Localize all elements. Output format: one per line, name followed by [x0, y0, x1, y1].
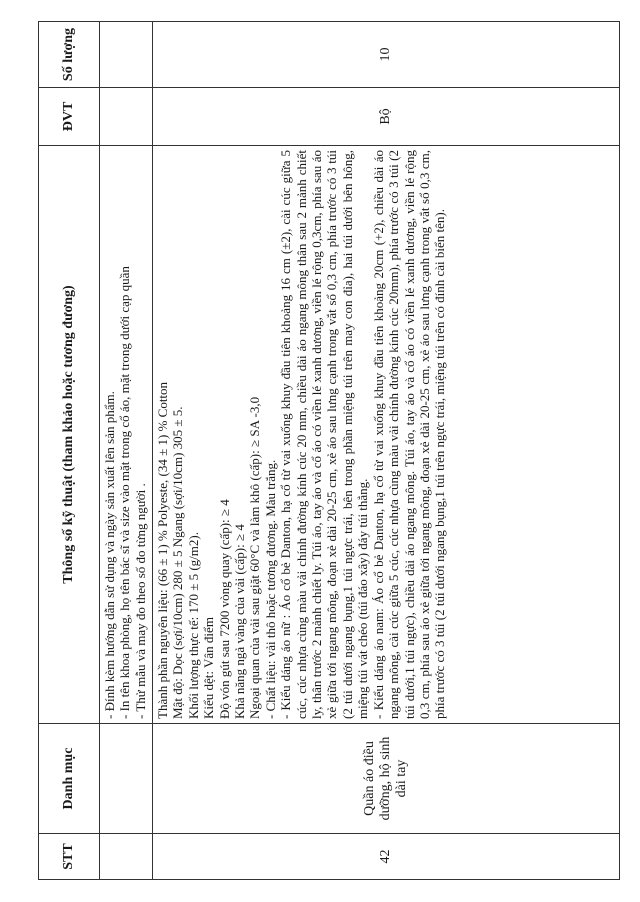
- spec-line: Mật độ: Dọc (sợi/10cm) 280 ± 5 Ngang (sợi/10cm) 305 ± 5.: [170, 406, 186, 719]
- danh-muc-cell: Quần áo điều dưỡng, hộ sinh dài tay: [153, 724, 620, 834]
- spec-paragraph: - Kiểu dáng áo nữ : Áo cổ bẻ Danton, hạ cổ từ vai xuống khuy đầu tiên khoảng 16 cm (±2), cài cúc giữa 5 cúc, cúc nhựa cùng màu vải chính đường kính cúc 20 mm, chiều dài áo ngang mông thân sau 2 mảnh chiết ly, thân trước 2 mảnh chiết ly. Túi áo, tay áo và cổ áo có viền lé xanh dương, viền lé rộng 0,3cm, phía sau áo xẻ giữa tới ngang mông, đoạn xẻ dài 20-25 cm, xẻ áo sau lưng cạnh trong vắt sổ 0,3 cm, phía trước có 3 túi (2 túi dưới ngang bụng,1 túi ngực trái, bên trong phần miệng túi trên may con đỉa), hai túi dưới bên hông, miệng túi vát chéo (túi đáo xây) đáy túi thẳng.: [278, 150, 371, 719]
- prev-dvt-cell: [100, 88, 153, 146]
- spec-line: Khả năng ngả vàng của vải (cấp): ≥ 4: [232, 524, 248, 719]
- spec-line: - Đính kèm hướng dẫn sử dụng và ngày sản xuất lên sản phẩm.: [102, 391, 117, 719]
- header-dvt: ĐVT: [39, 88, 100, 146]
- header-row: [39, 22, 100, 880]
- header-thong-so: Thông số kỹ thuật (tham khảo hoặc tương đương): [39, 146, 100, 724]
- header-danh-muc: Danh mục: [39, 724, 100, 834]
- spec-line: Thành phần nguyên liệu: (66 ± 1) % Polyeste, (34 ± 1) % Cotton: [155, 381, 170, 719]
- spec-line: Độ vón gút sau 7200 vòng quay (cấp): ≥ 4: [216, 499, 232, 719]
- table-row-42: [153, 22, 620, 880]
- spec-line: - Chất liệu: vải thô hoặc tương đương. Màu trắng.: [262, 459, 278, 719]
- spec-line: - In tên khoa phòng, họ tên bác sĩ và size vào mặt trong cổ áo, mặt trong dưới cạp quần: [117, 266, 133, 719]
- dvt-cell: Bộ: [153, 88, 620, 146]
- header-stt: STT: [39, 834, 100, 880]
- spec-cell: [153, 146, 620, 724]
- prev-so-luong-cell: [100, 22, 153, 88]
- rotated-page: [38, 22, 620, 880]
- so-luong-cell: 10: [153, 22, 620, 88]
- prev-danh-muc-cell: [100, 724, 153, 834]
- spec-line: Ngoại quan của vải sau giặt 60°C và làm khô (cấp): ≥ SA -3,0: [247, 396, 263, 719]
- spec-line: Kiểu dệt: Vân điểm: [201, 617, 217, 719]
- stt-cell: 42: [153, 834, 620, 880]
- prev-spec-cell: [100, 146, 153, 724]
- spec-line: Khối lượng thực tế: 170 ± 5 (g/m2).: [185, 532, 201, 719]
- spec-table: [38, 21, 620, 880]
- header-so-luong: Số lượng: [39, 22, 100, 88]
- table-row-previous: [100, 22, 153, 880]
- prev-stt-cell: [100, 834, 153, 880]
- spec-line: - Thử mẫu và may đo theo số đo từng người .: [132, 483, 148, 719]
- spec-paragraph: - Kiểu dáng áo nam: Áo cổ bẻ Danton, hạ cổ từ vai xuống khuy đầu tiên khoảng 20cm (+2), chiều dài áo ngang mông, cài cúc giữa 5 cúc, cúc nhựa cùng màu vải chính đường kính cúc 20mm), phía trước có 3 túi (2 túi dưới,1 túi ngực), chiều dài áo ngang mông. Túi áo, tay áo và cổ áo có viền lé xanh dương, viền lé rộng 0,3 cm, phía sau áo xẻ giữa tới ngang mông, đoạn xẻ dài 20-25 cm, xẻ áo sau lưng cạnh trong vắt sổ 0,3 cm, phía trước có 3 túi (2 túi dưới ngang bụng,1 túi trên ngực trái, miệng túi trên có đính cài biển tên).: [370, 150, 448, 719]
